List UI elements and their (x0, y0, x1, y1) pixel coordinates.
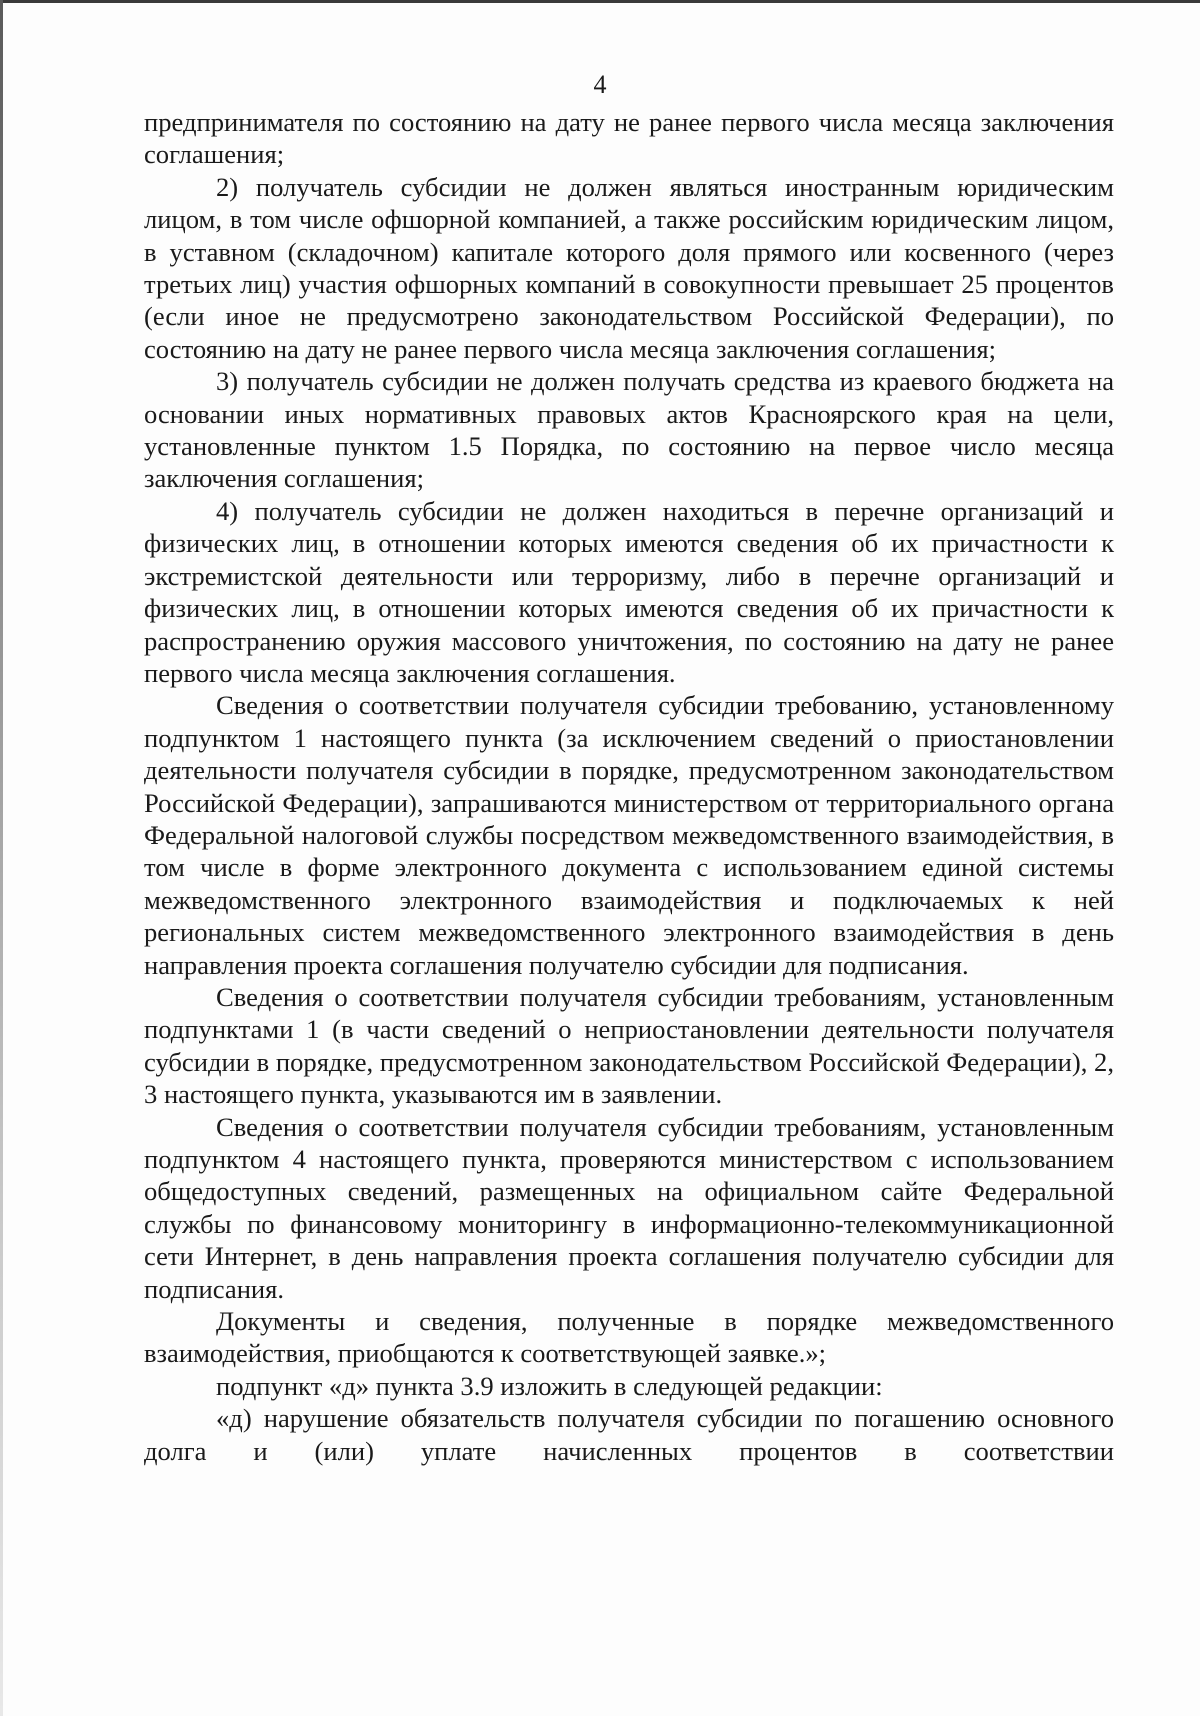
paragraph-info-item-1: Сведения о соответствии получателя субсидии требованию, установленному подпунктом 1 настоящего пункта (за исключением сведений о приостановлении деятельности получателя субсидии в порядке, предусмотренном законодательством Российской Федерации), запрашиваются министерством от территориального органа Федеральной налоговой службы посредством межведомственного взаимодействия, в том числе в форме электронного документа с использованием единой системы межведомственного электронного взаимодействия и подключаемых к ней региональных систем межведомственного электронного взаимодействия в день направления проекта соглашения получателю субсидии для подписания. (144, 690, 1114, 980)
scan-left-edge (0, 0, 3, 1716)
paragraph-documents: Документы и сведения, полученные в порядке межведомственного взаимодействия, приобщаются к соответствующей заявке.»; (144, 1306, 1114, 1369)
paragraph-info-items-1-3: Сведения о соответствии получателя субсидии требованиям, установленным подпунктами 1 (в части сведений о неприостановлении деятельности получателя субсидии в порядке, предусмотренном законодательством Российской Федерации), 2, 3 настоящего пункта, указываются им в заявлении. (144, 981, 1114, 1110)
scan-top-edge (0, 0, 1200, 3)
paragraph-info-item-4: Сведения о соответствии получателя субсидии требованиям, установленным подпунктом 4 настоящего пункта, проверяются министерством с использованием общедоступных сведений, размещенных на официальном сайте Федеральной службы по финансовому мониторингу в информационно-телекоммуникационной сети Интернет, в день направления проекта соглашения получателю субсидии для подписания. (144, 1111, 1114, 1304)
paragraph-item-4: 4) получатель субсидии не должен находиться в перечне организаций и физических лиц, в отношении которых имеются сведения об их причастности к экстремистской деятельности или терроризму, либо в перечне организаций и физических лиц, в отношении которых имеются сведения об их причастности к распространению оружия массового уничтожения, по состоянию на дату не ранее первого числа месяца заключения соглашения. (144, 495, 1114, 688)
page-number: 4 (593, 70, 607, 99)
paragraph-amendment-d: «д) нарушение обязательств получателя субсидии по погашению основного долга и (или) уплате начисленных процентов в соответствии (144, 1403, 1114, 1466)
paragraph-amendment-intro: подпункт «д» пункта 3.9 изложить в следующей редакции: (216, 1370, 883, 1401)
paragraph-continuation: предпринимателя по состоянию на дату не ранее первого числа месяца заключения соглашения; (144, 107, 1114, 170)
document-body (144, 106, 1114, 1467)
paragraph-item-3: 3) получатель субсидии не должен получать средства из краевого бюджета на основании иных нормативных правовых актов Красноярского края на цели, установленные пунктом 1.5 Порядка, по состоянию на первое число месяца заключения соглашения; (144, 366, 1114, 494)
paragraph-item-2: 2) получатель субсидии не должен являться иностранным юридическим лицом, в том числе офшорной компанией, а также российским юридическим лицом, в уставном (складочном) капитале которого доля прямого или косвенного (через третьих лиц) участия офшорных компаний в совокупности превышает 25 процентов (если иное не предусмотрено законодательством Российской Федерации), по состоянию на дату не ранее первого числа месяца заключения соглашения; (144, 171, 1114, 364)
